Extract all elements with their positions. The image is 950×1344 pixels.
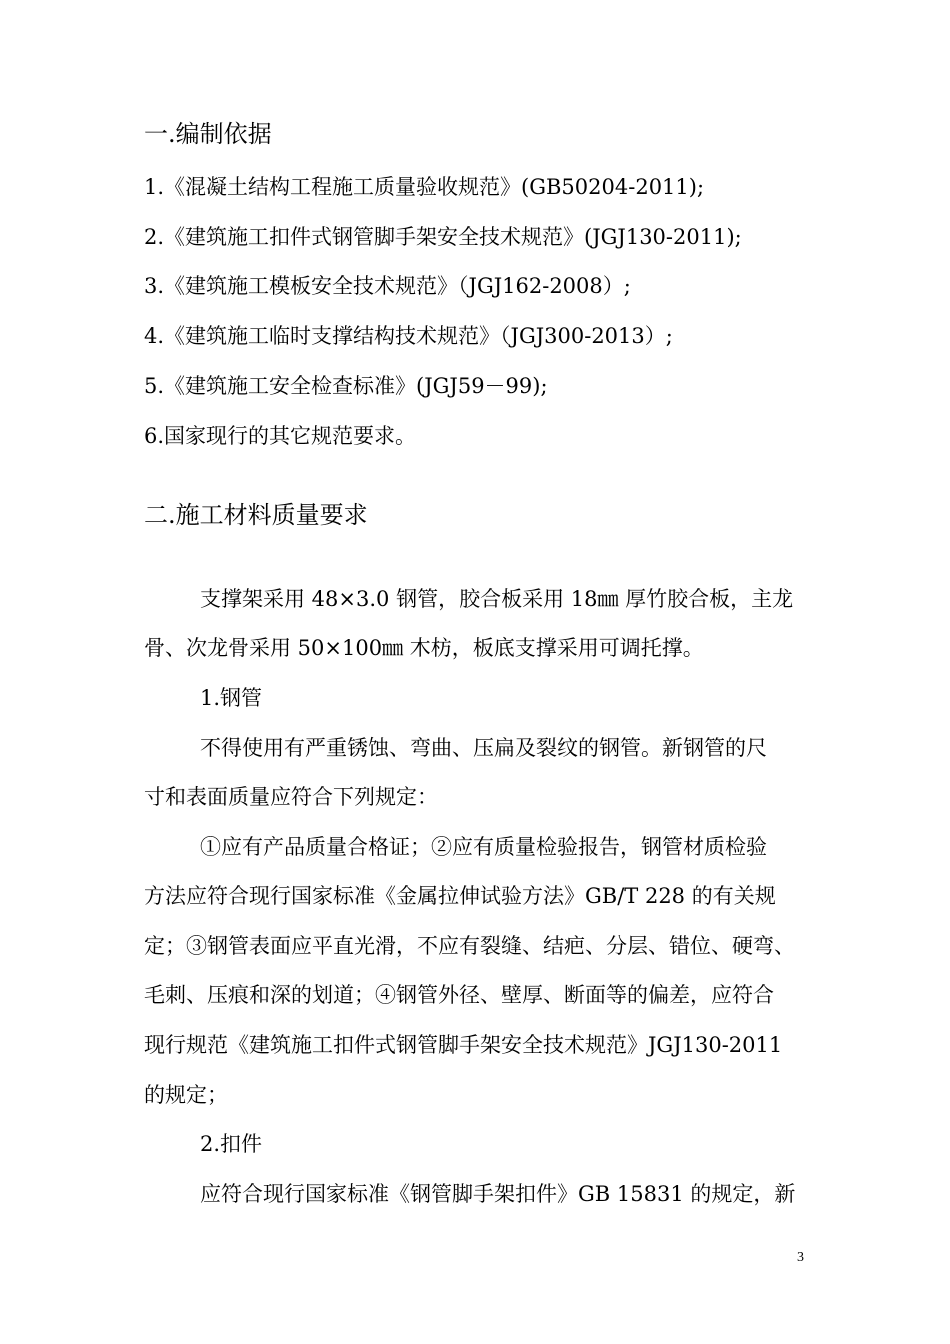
page-number: 3 xyxy=(797,1250,804,1265)
section-heading-basis: 一.编制依据 xyxy=(144,120,272,148)
steel-pipe-para2-line-4: 毛刺、压痕和深的划道；④钢管外径、壁厚、断面等的偏差，应符合 xyxy=(144,983,774,1007)
materials-intro-line-2: 骨、次龙骨采用 50×100㎜ 木枋，板底支撑采用可调托撑。 xyxy=(144,636,704,660)
steel-pipe-para1-line-1: 不得使用有严重锈蚀、弯曲、压扁及裂纹的钢管。新钢管的尺 xyxy=(200,736,767,760)
steel-pipe-para2-line-2: 方法应符合现行国家标准《金属拉伸试验方法》GB/T 228 的有关规 xyxy=(144,884,776,908)
steel-pipe-para1-line-2: 寸和表面质量应符合下列规定： xyxy=(144,785,438,809)
materials-intro-line-1: 支撑架采用 48×3.0 钢管，胶合板采用 18㎜ 厚竹胶合板，主龙 xyxy=(200,587,794,611)
subsection-title-steel-pipe: 1.钢管 xyxy=(200,686,263,710)
fastener-para1-line-1: 应符合现行国家标准《钢管脚手架扣件》GB 15831 的规定，新 xyxy=(200,1182,796,1206)
steel-pipe-para2-line-5: 现行规范《建筑施工扣件式钢管脚手架安全技术规范》JGJ130-2011 xyxy=(144,1033,783,1057)
steel-pipe-para2-line-3: 定；③钢管表面应平直光滑，不应有裂缝、结疤、分层、错位、硬弯、 xyxy=(144,934,795,958)
section-heading-materials: 二.施工材料质量要求 xyxy=(144,501,368,529)
subsection-title-fastener: 2.扣件 xyxy=(200,1132,263,1156)
basis-item-1: 1.《混凝土结构工程施工质量验收规范》(GB50204-2011); xyxy=(144,175,705,199)
basis-item-3: 3.《建筑施工模板安全技术规范》（JGJ162-2008）; xyxy=(144,274,631,298)
steel-pipe-para2-line-1: ①应有产品质量合格证；②应有质量检验报告，钢管材质检验 xyxy=(200,835,767,859)
basis-item-2: 2.《建筑施工扣件式钢管脚手架安全技术规范》(JGJ130-2011); xyxy=(144,225,742,249)
steel-pipe-para2-line-6: 的规定； xyxy=(144,1083,228,1107)
basis-item-6: 6.国家现行的其它规范要求。 xyxy=(144,424,417,448)
basis-item-4: 4.《建筑施工临时支撑结构技术规范》（JGJ300-2013）; xyxy=(144,324,673,348)
basis-item-5: 5.《建筑施工安全检查标准》(JGJ59－99); xyxy=(144,374,548,398)
